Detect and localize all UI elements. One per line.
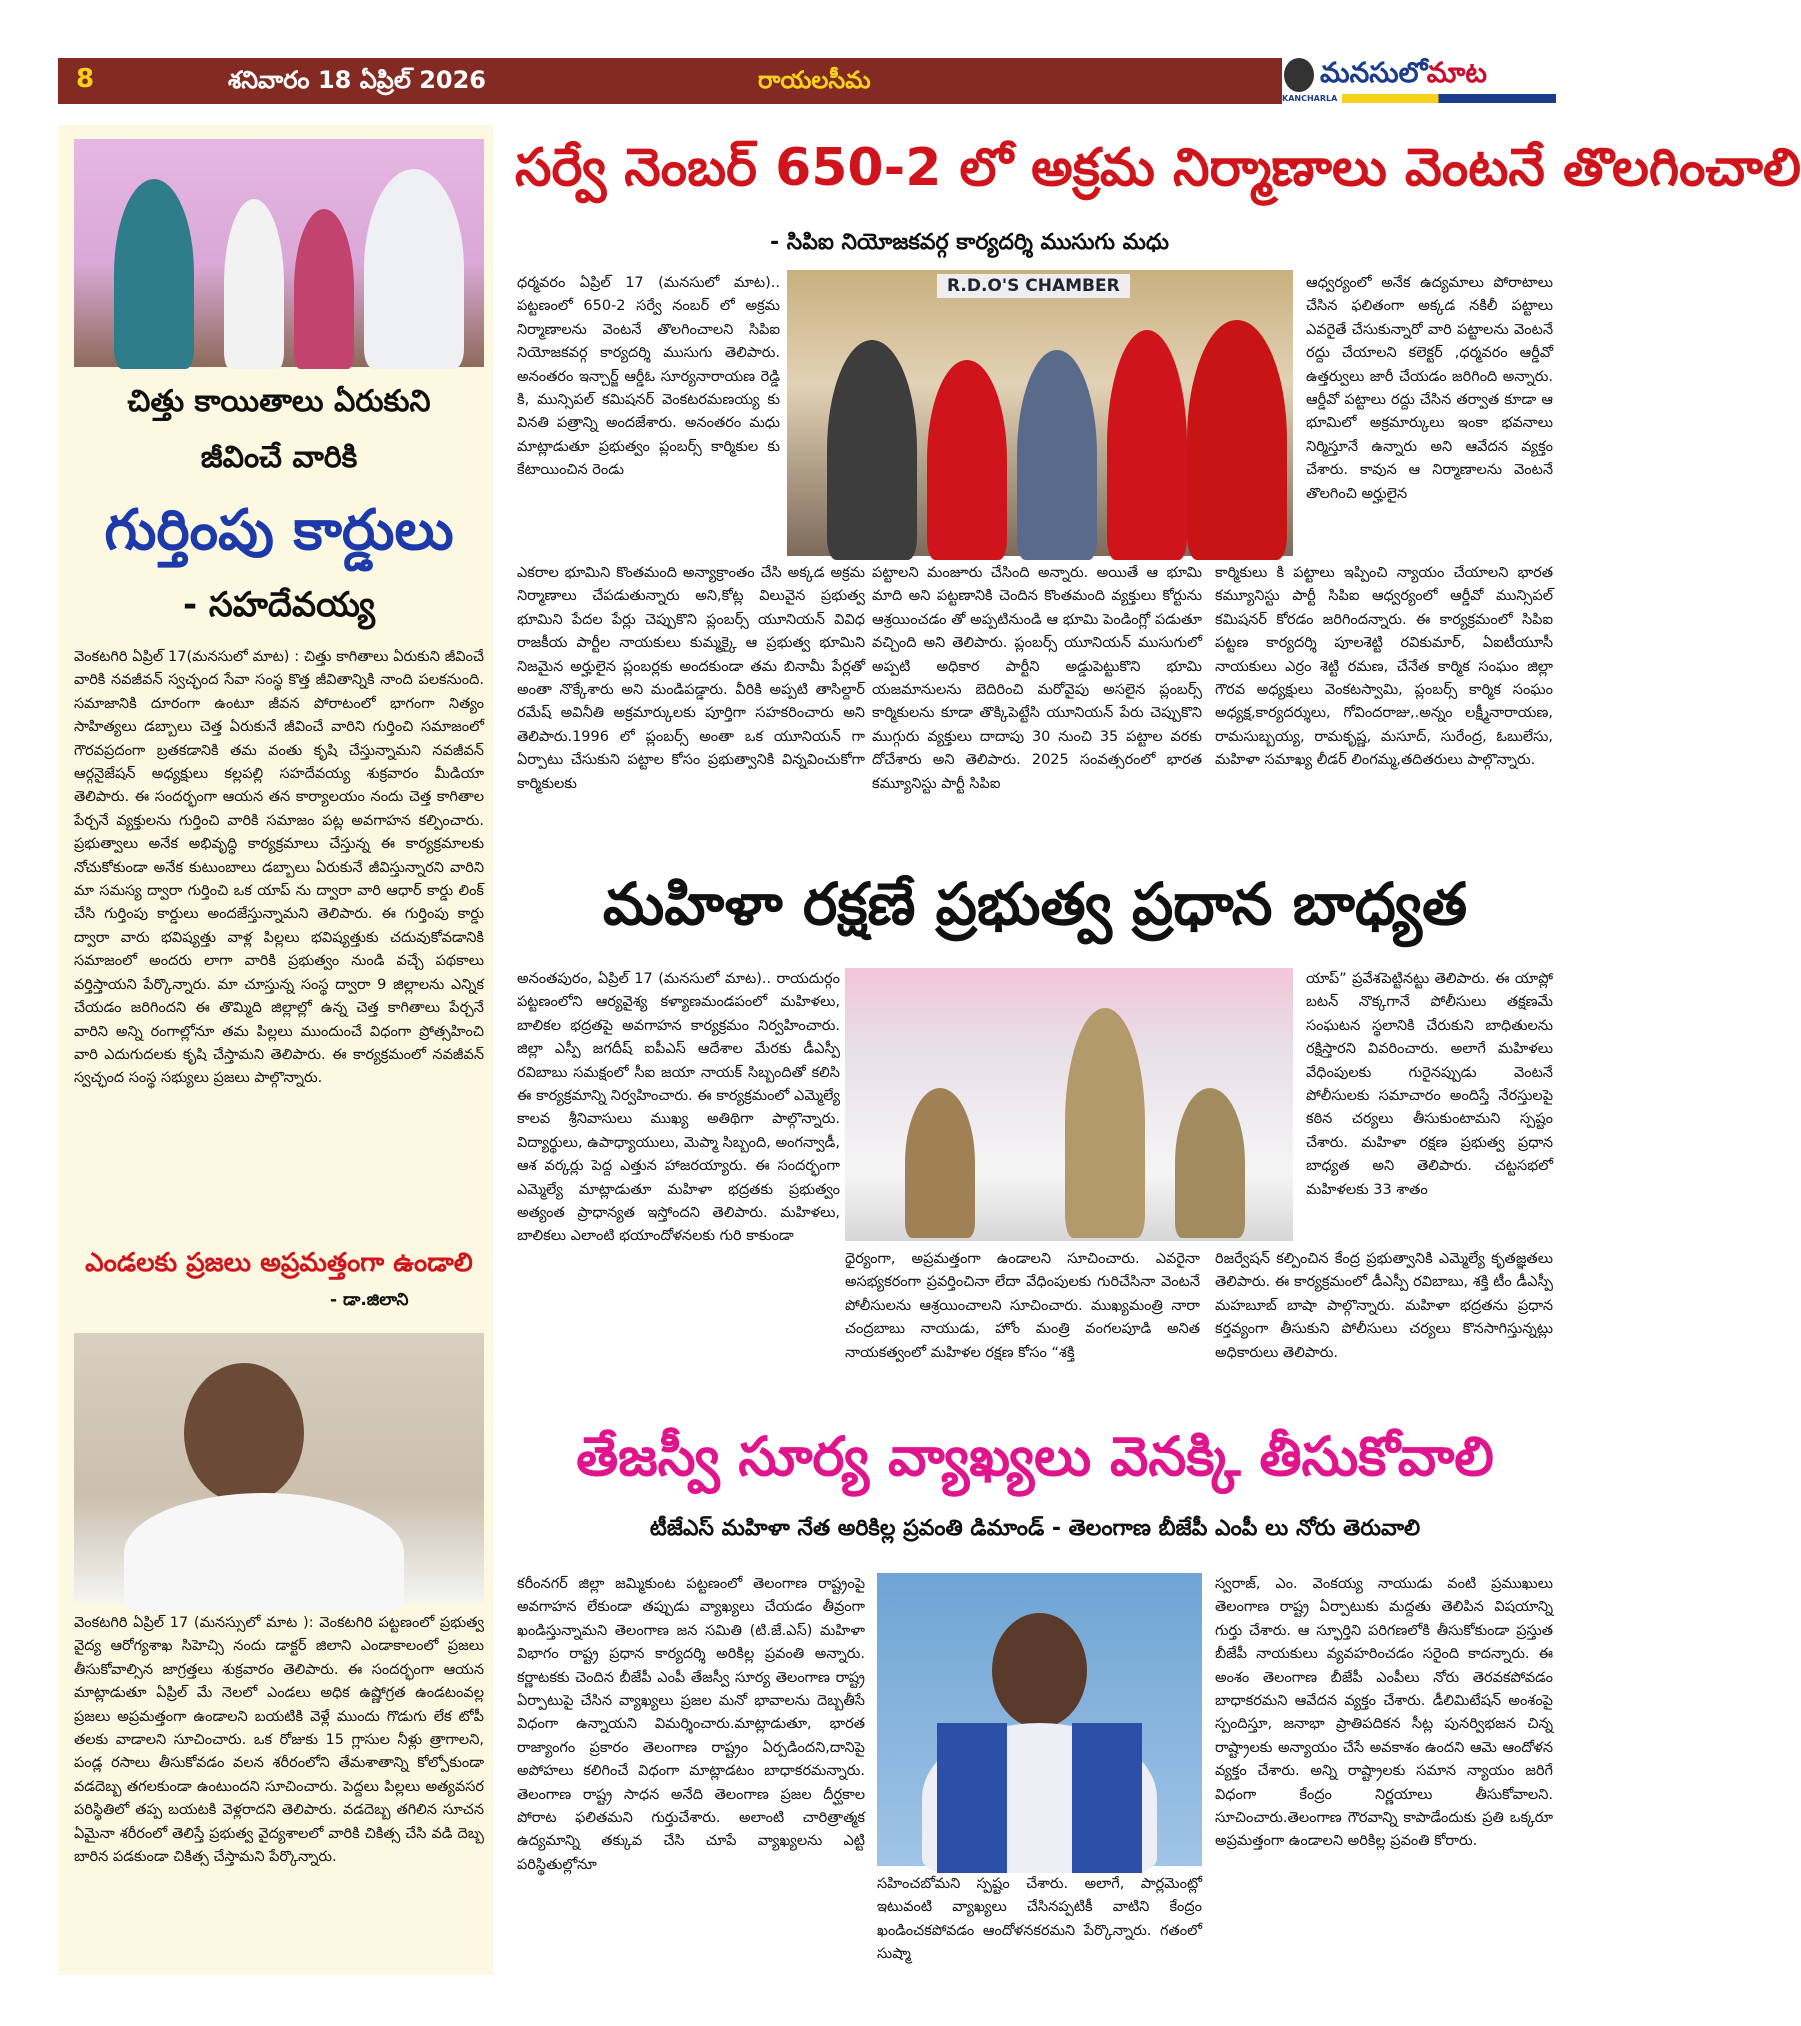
photo-scarf <box>937 1723 1007 1873</box>
masthead-logo <box>1282 56 1560 106</box>
left-article2-body: వెంకటగిరి ఏప్రిల్ 17 (మనస్సులో మాట ): వెంకటగిరి పట్టణంలో ప్రభుత్వ వైద్య ఆరోగ్యశాఖ సిహెచ్సి నందు డాక్టర్ జిలాని ఎండాకాలంలో ప్రజలు తీసుకోవాల్సిన జాగ్రత్తలు శుక్రవారం తెలిపారు. ఈ సందర్భంగా ఆయన మాట్లాడుతూ ఏప్రిల్ మే నెలలో ఎండలు అధిక ఉష్ణోగ్రత ఉండటంవల్ల ప్రజలు అప్రమత్తంగా ఉండాలని బయటికి వెళ్లే ముందు గొడుగు లేక టోపీ తలకు వాడాలని సూచించారు. ఒక రోజుకు 15 గ్లాసుల నీళ్లు త్రాగాలని, పండ్ల రసాలు తీసుకోవడం వలన శరీరంలోని తేమశాతాన్ని కోల్పోకుండా వడదెబ్బ తగలకుండా ఉంటుందని సూచించారు. పెద్దలు పిల్లలు అత్యవసర పరిస్థితిలో తప్ప బయటకి వెళ్లరాదని తెలిపారు. వడదెబ్బ తగిలిన సూచన ఏమైనా శరీరంలో తెలిస్తే ప్రభుత్వ వైద్యశాలలో వారికి చికిత్స చేసి వడి దెబ్బ బారిన పడకుండా చికిత్స చేస్తామని పేర్కొన్నారు. <box>74 1615 484 1866</box>
photo-scarf <box>1072 1723 1142 1873</box>
logo-subtext: KANCHARLA <box>1282 94 1338 103</box>
photo-figure <box>905 1088 975 1238</box>
article2-col-a: అనంతపురం, ఏప్రిల్ 17 (మనసులో మాట).. రాయదుర్గం పట్టణంలోని ఆర్యవైశ్య కళ్యాణమండపంలో మహిళలు, బాలికల భద్రతపై అవగాహన కార్యక్రమం నిర్వహించారు. జిల్లా ఎస్పీ జగదీష్ ఐపీఎస్ ఆదేశాల మేరకు డీఎస్పీ రవిబాబు సమక్షంలో సీఐ జయా నాయక్ సిబ్బందితో కలిసి ఈ కార్యక్రమాన్ని నిర్వహించారు. ఈ కార్యక్రమంలో ఎమ్మెల్యే కాలవ శ్రీనివాసులు ముఖ్య అతిథిగా పాల్గొన్నారు. విద్యార్థులు, ఉపాధ్యాయులు, మెప్మా సిబ్బంది, అంగన్వాడీ, ఆశ వర్కర్లు పెద్ద ఎత్తున హాజరయ్యారు. ఈ సందర్భంగా ఎమ్మెల్యే మాట్లాడుతూ మహిళా భద్రతకు ప్రభుత్వం అత్యంత ప్రాధాన్యత ఇస్తోందని తెలిపారు. మహిళలు, బాలికలు ఎలాంటి భయాందోళనలకు గురి కాకుండా <box>517 971 840 1245</box>
photo-figure <box>927 360 1007 560</box>
founder-portrait-icon <box>1284 58 1314 92</box>
photo-figure <box>827 340 917 560</box>
photo-figure <box>1175 1088 1245 1238</box>
left-headline-main: గుర్తింపు కార్డులు <box>104 498 454 563</box>
left-article2-byline: - డా.జిలాని <box>330 1290 409 1310</box>
article1-col-a-top: ధర్మవరం ఏప్రిల్ 17 (మనసులో మాట).. పట్టణంలో 650-2 సర్వే నంబర్ లో అక్రమ నిర్మాణాలను వెంటనే తొలగించాలని సిపిఐ నియోజకవర్గ కార్యదర్శి ముసుగు తెలిపారు. అనంతరం ఇన్చార్జ్ ఆర్డీఓ సూర్యనారాయణ రెడ్డి కి, మున్సిపల్ కమిషనర్ వెంకటరమణయ్య కు వినతి పత్రాన్ని అందజేశారు. అనంతరం మధు మాట్లాడుతూ ప్రభుత్వం ప్లంబర్స్ కార్మికుల కు కేటాయించిన రెండు <box>517 275 780 479</box>
photo-sign-text: R.D.O'S CHAMBER <box>937 274 1130 298</box>
left-byline: - సహదేవయ్య <box>182 585 376 625</box>
logo-name-part-b: మాట <box>1426 56 1487 89</box>
article1-col-b: పట్టాలని మంజూరు చేసింది అన్నారు. అయితే ఆ భూమి మాది అని పట్టణానికి చెందిన కొంతమంది వ్యక్తులు కోర్టును ఆశ్రయించడం తో అప్పటినుండి ఆ భూమి పెండింగ్లో పడుతూ వచ్చింది అని తెలిపారు. ప్లంబర్స్ యూనియన్ ముసుగులో అప్పటి అధికార పార్టీని అడ్డుపెట్టుకొని భూమి యజమానులను బెదిరించి మరోవైపు అసలైన ప్లంబర్స్ కార్మికులను కూడా తొక్కిపెట్టేసి యూనియన్ పేరు చెప్పుకొని ముగ్గురు వ్యక్తులు దాదాపు 30 నుంచి 35 పట్టాల వరకు దోచేశారు అని తెలిపారు. 2025 సంవత్సరంలో భారత కమ్యూనిస్టు పార్టీ సిపిఐ <box>872 565 1202 792</box>
photo-doctor <box>74 1333 484 1602</box>
section-name: రాయలసీమ <box>758 66 871 94</box>
photo-figure <box>1107 330 1187 560</box>
article3-col-b: సహించబోమని స్పష్టం చేశారు. అలాగే, పార్లమెంట్లో ఇటువంటి వ్యాఖ్యలు చేసినప్పటికీ వాటిని కేంద్రం ఖండించకపోవడం ఆందోళనకరమని పేర్కొన్నారు. గతంలో సుష్మా <box>877 1876 1202 1963</box>
logo-tagline-strip <box>1342 94 1556 103</box>
article3-col-c: స్వరాజ్, ఎం. వెంకయ్య నాయుడు వంటి ప్రముఖులు తెలంగాణ రాష్ట్ర ఏర్పాటుకు మద్దతు తెలిపిన విషయాన్ని గుర్తు చేశారు. ఆ స్ఫూర్తిని పరిగణలోకి తీసుకోకుండా ప్రస్తుత బీజేపీ నాయకులు వ్యవహరించడం సరైంది కాదన్నారు. ఈ అంశం తెలంగాణ బీజేపీ ఎంపీలు నోరు తెరవకపోవడం బాధాకరమని ఆవేదన వ్యక్తం చేశారు. డీలిమిటేషన్ అంశంపై స్పందిస్తూ, జనాభా ప్రాతిపదికన సీట్ల పునర్విభజన చిన్న రాష్ట్రాలకు అన్యాయం చేసే అవకాశం ఉందని ఆమె ఆందోళన వ్యక్తం చేశారు. అన్ని రాష్ట్రాలకు సమాన న్యాయం జరిగే విధంగా కేంద్రం నిర్ణయాలు తీసుకోవాలని. సూచించారు.తెలంగాణ గౌరవాన్ని కాపాడేందుకు ప్రతి ఒక్కరూ అప్రమత్తంగా ఉండాలని అరికిల్ల ప్రవంతి కోరారు. <box>1215 1576 1553 1850</box>
article2-col-c-bottom: రిజర్వేషన్ కల్పించిన కేంద్ర ప్రభుత్వానికి ఎమ్మెల్యే కృతజ్ఞతలు తెలిపారు. ఈ కార్యక్రమంలో డీఎస్పీ రవిబాబు, శక్తి టీం డీఎస్పీ మహబూబ్ బాషా పాల్గొన్నారు. మహిళా భద్రతను ప్రధాన కర్తవ్యంగా తీసుకుని పోలీసులు చర్యలు కొనసాగిస్తున్నట్లు అధికారులు తెలిపారు. <box>1215 1251 1553 1361</box>
page-number: 8 <box>76 64 95 94</box>
photo-figure <box>294 209 354 369</box>
photo-figure <box>992 1613 1087 1728</box>
left-headline-line2: జీవించే వారికి <box>200 440 358 475</box>
photo-figure <box>184 1363 304 1503</box>
left-article1-body: వెంకటగిరి ఏప్రిల్ 17(మనసులో మాట) : చిత్తు కాగితాలు ఏరుకుని జీవించే వారికి నవజీవన్ స్వచ్ఛంద సేవా సంస్థ కొత్త జీవితాన్నికి నాంది పలకనుంది. సమాజానికి దూరంగా ఉంటూ జీవన పోరాటంలో భాగంగా నిత్యం సాహిత్యలు డబ్బాలు చెత్త ఏరుకునే జీవించే వారిని గుర్తించి సమాజంలో గౌరవప్రదంగా బ్రతకడానికి తమ వంతు కృషి చేస్తున్నామని నవజీవన్ ఆర్గనైజేషన్ అధ్యక్షులు కల్లపల్లి సహదేవయ్య శుక్రవారం మీడియా తెలిపారు. ఈ సందర్భంగా ఆయన తన కార్యాలయం నందు చెత్త కాగితాల పేర్చనే వ్యక్తులను గుర్తించి వారికి సమాజం పట్ల అవగాహన కల్పించారు. ప్రభుత్వాలు అనేక అభివృద్ధి కార్యక్రమాలు చేస్తున్న ఈ కార్యక్రమాలకు నోచుకోకుండా అనేక కుటుంబాలు డబ్బాలు ఏరుకునే జీవిస్తున్నారని వారిని మా సమస్య ద్వారా గుర్తించి ఒక యాప్ ను ద్వారా వారి ఆధార్ కార్డు లింక్ చేసి గుర్తింపు కార్డులు అందజేస్తున్నామని తెలిపారు. ఈ గుర్తింపు కార్డు ద్వారా వారు భవిష్యత్తు వాళ్ల పిల్లలు భవిష్యత్తుకు చదువుకోవడానికి సమాజంలో అందరు లాగా వారికి ప్రభుత్వం నుండి వచ్చే పథకాలు వర్తిస్తాయని పేర్కొన్నారు. మా చూస్తున్న సంస్థ ద్వారా 9 జిల్లాలను ఎన్నిక చేయడం జరిగిందని ఈ తొమ్మిది జిల్లాల్లో ఉన్న చెత్త కాగితాలు పేర్చనే వారిని అన్ని రంగాల్లోనూ తమ పిల్లలు ముందుంచే విధంగా ప్రోత్సహించి వారి ఎదుగుదలకు కృషి చేస్తామని తెలిపారు. ఈ కార్యక్రమంలో నవజీవన్ స్వచ్ఛంద సంస్థ సభ్యులు ప్రజలు పాల్గొన్నారు. <box>74 649 484 1087</box>
article3-col-a: కరీంనగర్ జిల్లా జమ్మికుంట పట్టణంలో తెలంగాణ రాష్ట్రంపై అవగాహన లేకుండా తప్పుడు వ్యాఖ్యలు చేయడం తీవ్రంగా ఖండిస్తున్నామని తెలంగాణ జన సమితి (టి.జే.ఎస్) మహిళా విభాగం రాష్ట్ర ప్రధాన కార్యదర్శి అరికిల్ల ప్రవంతి అన్నారు. కర్ణాటకకు చెందిన బీజేపీ ఎంపీ తేజస్వీ సూర్య తెలంగాణ రాష్ట్ర ఏర్పాటుపై చేసిన వ్యాఖ్యలు ప్రజల మనో భావాలను దెబ్బతీసే విధంగా ఉన్నాయని విమర్శించారు.మాట్లాడుతూ, భారత రాజ్యాంగం ప్రకారం తెలంగాణ రాష్ట్రం ఏర్పడిందని,దానిపై అపోహలు కలిగించే విధంగా మాట్లాడటం బాధాకరమన్నారు. తెలంగాణ రాష్ట్ర సాధన అనేది తెలంగాణ ప్రజల దీర్ఘకాల పోరాట ఫలితమని గుర్తుచేశారు. అలాంటి చారిత్రాత్మక ఉద్యమాన్ని తక్కువ చేసి చూపే వ్యాఖ్యలను ఎట్టి పరిస్థితుల్లోనూ <box>517 1576 865 1873</box>
article1-subhead: - సిపిఐ నియోజకవర్గ కార్యదర్శి ముసుగు మధు <box>770 230 1170 255</box>
article1-col-c-top: ఆధ్వర్యంలో అనేక ఉద్యమాలు పోరాటాలు చేసిన ఫలితంగా అక్కడ నకిలీ పట్టాలు ఎవరైతే చేసుకున్నారో వారి పట్టాలను వెంటనే రద్దు చేయాలని కలెక్టర్ ,ధర్మవరం ఆర్డీవో ఉత్తర్వులు జారీ చేయడం జరిగింది అన్నారు. ఆర్డీవో పట్టాలు రద్దు చేసిన తర్వాత కూడా ఆ భూమిలో అక్రమార్కులు ఇంకా భవనాలు నిర్మిస్తూనే ఉన్నారు అని ఆవేదన వ్యక్తం చేశారు. కావున ఆ నిర్మాణాలను వెంటనే తొలగించి అర్హులైన <box>1306 275 1553 502</box>
photo-rdo-chamber-petition <box>787 270 1293 556</box>
photo-figure <box>364 169 464 369</box>
logo-name-part-a: మనసులో <box>1320 56 1427 89</box>
article1-col-a-bottom: ఎకరాల భూమిని కొంతమంది అన్యాక్రాంతం చేసి అక్కడ అక్రమ నిర్మాణాలు చేపడుతున్నారు అని,కోట్ల విలువైన ప్రభుత్వ భూమిని పేదల పేర్లు చెప్పుకొని ప్లంబర్స్ యూనియన్ వివిధ రాజకీయ పార్టీల నాయకులు కుమ్మక్కై ఆ ప్రభుత్వ భూమిని నిజమైన అర్హులైన ప్లంబర్లకు అందకుండా తమ బినామీ పేర్లతో అంతా నొక్కేశారు అని మండిపడ్డారు. వీరికి అప్పటి తాసిల్దార్ రమేష్ అవినీతి అక్రమార్కులకు పూర్తిగా సహకరించారు అని తెలిపారు.1996 లో ప్లంబర్స్ అంతా ఒక యూనియన్ గా ఏర్పాటు చేసుకుని పట్టాల కోసం ప్రభుత్వానికి విన్నవించుకోగా కార్మికులకు <box>517 565 865 792</box>
photo-figure <box>114 179 194 369</box>
photo-figure <box>1187 320 1287 560</box>
article2-col-c-top: యాప్” ప్రవేశపెట్టినట్టు తెలిపారు. ఈ యాప్లో బటన్ నొక్కగానే పోలీసులు తక్షణమే సంఘటన స్థలానికి చేరుకుని బాధితులను రక్షిస్తారని వివరించారు. అలాగే మహిళలు వేధింపులకు గురైనప్పుడు వెంటనే పోలీసులకు సమాచారం అందిస్తే నేరస్తులపై కఠిన చర్యలు తీసుకుంటామని స్పష్టం చేశారు. మహిళా రక్షణ ప్రభుత్వ ప్రధాన బాధ్యత అని తెలిపారు. చట్టసభలో మహిళలకు 33 శాతం <box>1306 971 1553 1198</box>
photo-arikilla-pravanthi <box>877 1573 1202 1866</box>
article1-headline: సర్వే నెంబర్ 650-2 లో అక్రమ నిర్మాణాలు వెంటనే తొలగించాలి <box>515 138 1801 198</box>
article1-col-c-bottom: కార్మికులు కి పట్టాలు ఇప్పించి న్యాయం చేయాలని భారత కమ్యూనిస్టు పార్టీ సిపిఐ ఆధ్వర్యంలో ఆర్డీవో మున్సిపల్ కమిషనర్ కోరడం జరిగిందన్నారు. ఈ కార్యక్రమంలో సిపిఐ పట్టణ కార్యదర్శి పూలశెట్టి రవికుమార్, ఏఐటీయూసీ నాయకులు ఎర్రం శెట్టి రమణ, చేనేత కార్మిక సంఘం జిల్లా గౌరవ అధ్యక్షులు వెంకటస్వామి, ప్లంబర్స్ కార్మిక సంఘం అధ్యక్ష,కార్యదర్శులు, గోవిందరాజు,.అన్నం లక్ష్మీనారాయణ, రామసుబ్బయ్య, రామకృష్ణ, మసూద్, సురేంద్ర, ఓబులేసు, మహిళా సమాఖ్య లీడర్ లింగమ్మ,తదితరులు పాల్గొన్నారు. <box>1215 565 1553 769</box>
issue-date: శనివారం 18 ఏప్రిల్ 2026 <box>228 66 487 94</box>
photo-women-safety-event <box>845 968 1293 1241</box>
photo-figure <box>224 199 284 369</box>
logo-name <box>1320 56 1487 96</box>
photo-id-card-distribution <box>74 139 484 367</box>
article3-subhead: టీజేఎస్ మహిళా నేత అరికిల్ల ప్రవంతి డిమాండ్ - తెలంగాణ బీజేపీ ఎంపీ లు నోరు తెరువాలి <box>649 1516 1421 1541</box>
article3-headline: తేజస్వీ సూర్య వ్యాఖ్యలు వెనక్కి తీసుకోవాలి <box>576 1425 1494 1488</box>
photo-figure <box>124 1493 404 1613</box>
left-headline-line1: చిత్తు కాయితాలు ఏరుకుని <box>127 384 431 419</box>
article2-col-b: ధైర్యంగా, అప్రమత్తంగా ఉండాలని సూచించారు. ఎవరైనా అసభ్యకరంగా ప్రవర్తించినా లేదా వేధింపులకు గురిచేసినా వెంటనే పోలీసులను ఆశ్రయించాలని సూచించారు. ముఖ్యమంత్రి నారా చంద్రబాబు నాయుడు, హోం మంత్రి వంగలపూడి అనిత నాయకత్వంలో మహిళల రక్షణ కోసం “శక్తి <box>845 1251 1200 1361</box>
photo-figure <box>1017 350 1097 560</box>
photo-figure <box>1065 1008 1145 1238</box>
left-article2-headline: ఎండలకు ప్రజలు అప్రమత్తంగా ఉండాలి <box>85 1248 473 1278</box>
article2-headline: మహిళా రక్షణే ప్రభుత్వ ప్రధాన బాధ్యత <box>602 870 1468 938</box>
